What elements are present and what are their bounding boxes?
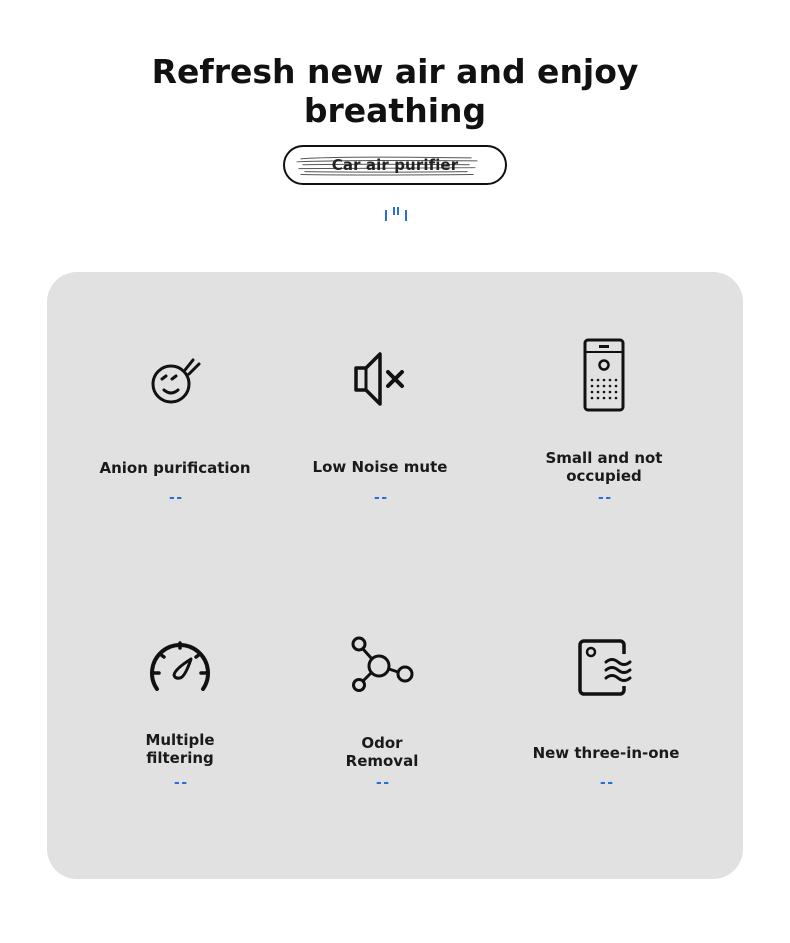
feature-dash: -- [596, 490, 612, 506]
feature-label: Multiple filtering [145, 731, 215, 767]
purifier-device-icon [582, 338, 626, 412]
headline-line-1: Refresh new air and enjoy [151, 52, 639, 91]
feature-dash: -- [172, 775, 188, 791]
airflow-card-icon [576, 638, 636, 698]
feature-label: Low Noise mute [312, 458, 448, 476]
features-panel [47, 272, 743, 879]
divider-marks-icon [384, 206, 408, 222]
feature-label: Small and not occupied [545, 449, 663, 485]
speedometer-icon [147, 635, 213, 695]
anion-icon [145, 352, 205, 408]
feature-dash: -- [167, 490, 183, 506]
feature-dash: -- [374, 775, 390, 791]
product-category-badge [283, 145, 507, 185]
feature-dash: -- [372, 490, 388, 506]
headline-line-2: breathing [303, 91, 487, 130]
feature-label: New three-in-one [532, 744, 680, 762]
molecule-icon [347, 635, 417, 695]
feature-label: Anion purification [99, 459, 251, 477]
product-category-label: Car air purifier [331, 156, 459, 174]
feature-dash: -- [598, 775, 614, 791]
speaker-mute-icon [350, 350, 410, 408]
page-headline [0, 52, 790, 130]
feature-label: Odor Removal [345, 734, 419, 770]
